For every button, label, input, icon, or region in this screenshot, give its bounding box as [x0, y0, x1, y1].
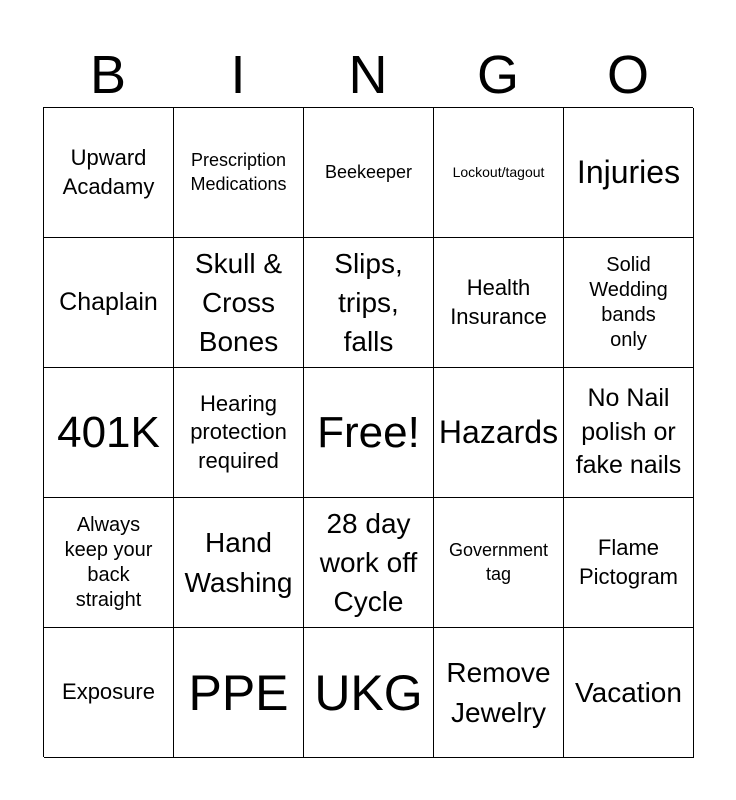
bingo-cell[interactable] — [304, 238, 434, 368]
cell-label: Skull & Cross Bones — [194, 247, 283, 358]
bingo-cell[interactable] — [564, 368, 694, 498]
cell-label: UKG — [314, 664, 423, 721]
header-letter-i: I — [230, 45, 246, 105]
bingo-cell[interactable] — [174, 498, 304, 628]
cell-label: Health Insurance — [450, 274, 547, 329]
cell-label: 28 day work off Cycle — [319, 507, 418, 618]
bingo-cell[interactable] — [304, 628, 434, 758]
cell-label: Injuries — [576, 154, 681, 191]
bingo-cell[interactable] — [174, 628, 304, 758]
header-letter-o: O — [606, 45, 649, 105]
cell-label: Exposure — [62, 679, 155, 705]
free-space-label: Free! — [317, 407, 420, 457]
cell-label: Flame Pictogram — [578, 534, 679, 589]
cell-label: Slips, trips, falls — [334, 247, 403, 358]
bingo-cell[interactable] — [44, 238, 174, 368]
bingo-cell[interactable] — [174, 108, 304, 238]
bingo-header — [43, 46, 693, 104]
bingo-cell[interactable] — [564, 628, 694, 758]
bingo-cell[interactable] — [564, 238, 694, 368]
header-letter-n: N — [348, 45, 388, 105]
cell-label: No Nail polish or fake nails — [575, 383, 682, 480]
bingo-cell[interactable] — [434, 628, 564, 758]
cell-label: Hearing protection required — [190, 390, 287, 473]
cell-label: Solid Wedding bands only — [589, 253, 668, 351]
cell-label: Upward Acadamy — [62, 144, 155, 199]
cell-label: PPE — [188, 664, 289, 721]
bingo-cell[interactable] — [434, 108, 564, 238]
cell-label: Chaplain — [59, 287, 158, 316]
bingo-cell[interactable] — [434, 368, 564, 498]
cell-label: Prescription Medications — [190, 150, 287, 194]
cell-label: Lockout/tagout — [452, 164, 545, 181]
bingo-cell[interactable] — [564, 108, 694, 238]
bingo-cell[interactable] — [174, 238, 304, 368]
cell-label: Vacation — [575, 676, 682, 708]
bingo-cell[interactable] — [44, 498, 174, 628]
bingo-cell[interactable] — [434, 238, 564, 368]
cell-label: Remove Jewelry — [446, 657, 551, 728]
cell-label: Always keep your back straight — [64, 513, 153, 611]
cell-label: 401K — [57, 407, 160, 457]
bingo-card-grid — [43, 107, 693, 757]
bingo-cell[interactable] — [434, 498, 564, 628]
bingo-cell[interactable] — [44, 628, 174, 758]
bingo-cell[interactable] — [564, 498, 694, 628]
cell-label: Hand Washing — [184, 527, 293, 598]
bingo-cell[interactable] — [304, 108, 434, 238]
bingo-cell[interactable] — [44, 108, 174, 238]
header-letter-g: G — [476, 45, 519, 105]
cell-label: Government tag — [448, 540, 549, 584]
bingo-cell[interactable] — [174, 368, 304, 498]
bingo-cell[interactable] — [44, 368, 174, 498]
header-letter-b: B — [89, 45, 127, 105]
bingo-cell[interactable] — [304, 498, 434, 628]
cell-label: Beekeeper — [324, 161, 413, 182]
cell-label: Hazards — [438, 414, 559, 451]
free-space-cell[interactable] — [304, 368, 434, 498]
